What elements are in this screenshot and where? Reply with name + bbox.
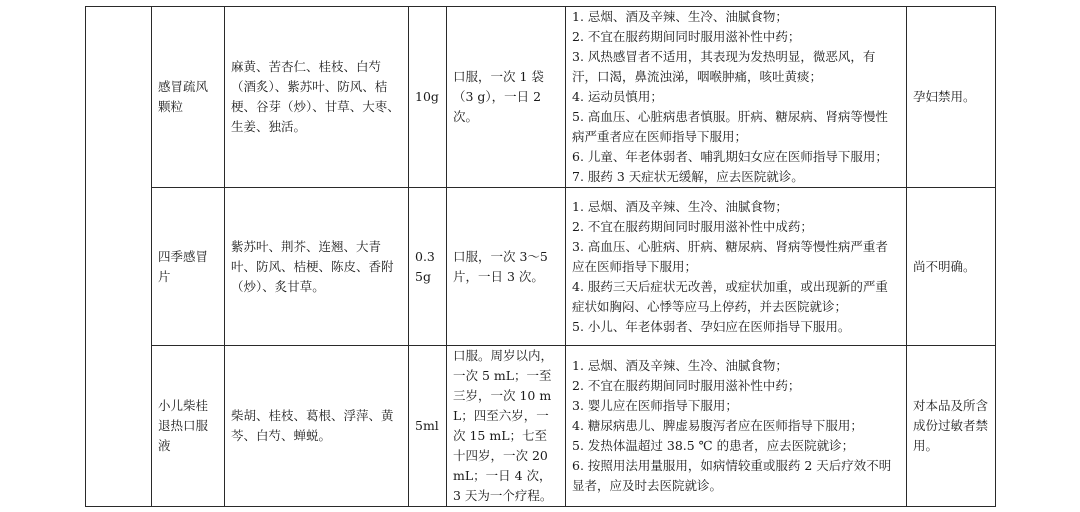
note-item: 2. 不宜在服药期间同时服用滋补性中药；: [572, 378, 801, 393]
spec-cell: 10g: [409, 7, 447, 188]
drug-name-cell: 小儿柴桂退热口服液: [152, 346, 225, 507]
contraindication-cell: 尚不明确。: [907, 188, 996, 346]
notes-cell: [566, 188, 907, 346]
note-item: 1. 忌烟、酒及辛辣、生冷、油腻食物；: [572, 358, 788, 373]
note-item: 1. 忌烟、酒及辛辣、生冷、油腻食物；: [572, 198, 788, 214]
notes-cell: [566, 346, 907, 507]
note-item: 3. 高血压、心脏病、肝病、糖尿病、肾病等慢性病严重者应在医师指导下服用；: [572, 238, 888, 274]
notes-list: [572, 356, 900, 496]
spec-cell: 5ml: [409, 346, 447, 507]
contraindication-cell: 孕妇禁用。: [907, 7, 996, 188]
note-item: 5. 发热体温超过 38.5 ℃ 的患者，应去医院就诊；: [572, 438, 855, 453]
note-item: 5. 小儿、年老体弱者、孕妇应在医师指导下服用。: [572, 318, 851, 334]
medicine-table: [85, 6, 996, 507]
usage-cell: 口服。周岁以内，一次 5 mL；一至三岁，一次 10 mL；四至六岁，一次 15 mL；七至十四岁，一次 20 mL；一日 4 次，3 天为一个疗程。: [447, 346, 566, 507]
ingredients-cell: 柴胡、桂枝、葛根、浮萍、黄芩、白芍、蝉蜕。: [225, 346, 409, 507]
notes-list: [572, 7, 900, 187]
note-item: 3. 婴儿应在医师指导下服用；: [572, 398, 738, 413]
note-item: 6. 儿童、年老体弱者、哺乳期妇女应在医师指导下服用；: [572, 149, 888, 164]
note-item: 1. 忌烟、酒及辛辣、生冷、油腻食物；: [572, 9, 788, 24]
note-item: 5. 高血压、心脏病患者慎服。肝病、糖尿病、肾病等慢性病严重者应在医师指导下服用；: [572, 109, 888, 144]
note-item: 3. 风热感冒者不适用，其表现为发热明显，微恶风，有汗，口渴，鼻流浊涕，咽喉肿痛，咳吐黄痰；: [572, 49, 876, 84]
notes-cell: [566, 7, 907, 188]
note-item: 2. 不宜在服药期间同时服用滋补性中成药；: [572, 218, 813, 234]
drug-name-cell: 感冒疏风颗粒: [152, 7, 225, 188]
category-cell: [86, 7, 152, 507]
note-item: 2. 不宜在服药期间同时服用滋补性中药；: [572, 29, 801, 44]
drug-name-cell: 四季感冒片: [152, 188, 225, 346]
spec-cell: 0.35g: [409, 188, 447, 346]
table-row: [86, 346, 996, 507]
note-item: 4. 运动员慎用；: [572, 89, 663, 104]
usage-cell: 口服，一次 1 袋（3 g），一日 2 次。: [447, 7, 566, 188]
note-item: 7. 服药 3 天症状无缓解，应去医院就诊。: [572, 169, 804, 184]
ingredients-cell: 紫苏叶、荆芥、连翘、大青叶、防风、桔梗、陈皮、香附（炒）、炙甘草。: [225, 188, 409, 346]
notes-list: [572, 197, 900, 337]
ingredients-cell: 麻黄、苦杏仁、桂枝、白芍（酒炙）、紫苏叶、防风、桔梗、谷芽（炒）、甘草、大枣、生姜、独活。: [225, 7, 409, 188]
note-item: 4. 糖尿病患儿、脾虚易腹泻者应在医师指导下服用；: [572, 418, 863, 433]
table-row: [86, 7, 996, 188]
note-item: 6. 按照用法用量服用，如病情较重或服药 2 天后疗效不明显者，应及时去医院就诊。: [572, 458, 892, 493]
contraindication-cell: 对本品及所含成份过敏者禁用。: [907, 346, 996, 507]
table-row: [86, 188, 996, 346]
note-item: 4. 服药三天后症状无改善，或症状加重，或出现新的严重症状如胸闷、心悸等应马上停药，并去医院就诊；: [572, 278, 888, 314]
usage-cell: 口服，一次 3～5 片，一日 3 次。: [447, 188, 566, 346]
